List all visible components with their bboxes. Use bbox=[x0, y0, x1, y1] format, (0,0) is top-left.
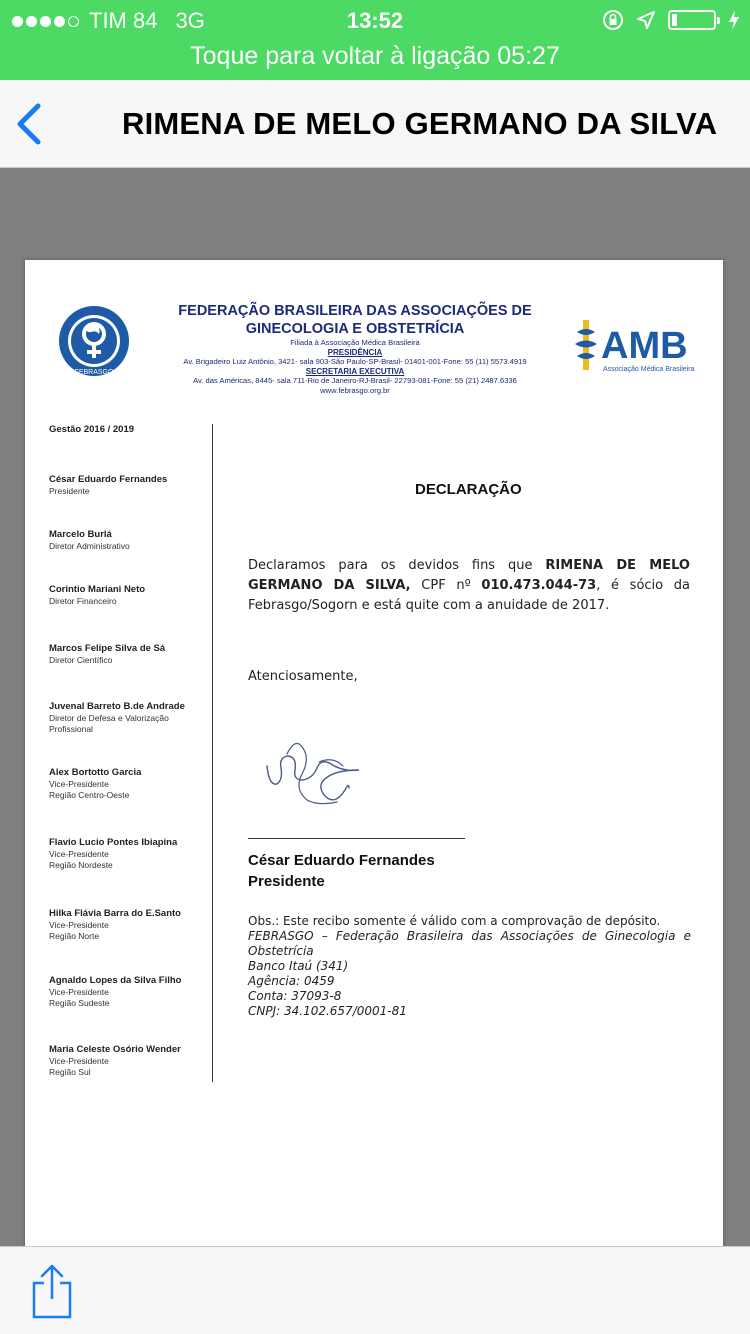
declaration-title: DECLARAÇÃO bbox=[415, 481, 522, 498]
obs-note: Obs.: Este recibo somente é válido com a comprovação de depósito. bbox=[248, 914, 661, 928]
signer-block bbox=[248, 850, 435, 892]
amb-logo-subtitle: Associação Médica Brasileira bbox=[603, 366, 695, 373]
location-icon bbox=[636, 10, 656, 30]
member-name: Juvenal Barreto B.de Andrade bbox=[49, 701, 185, 712]
letterhead-secretaria: SECRETARIA EXECUTIVA bbox=[305, 367, 405, 376]
obs-agency: Agência: 0459 bbox=[248, 974, 335, 988]
febrasgo-logo bbox=[57, 304, 131, 378]
obs-cnpj: CNPJ: 34.102.657/0001-81 bbox=[248, 1004, 407, 1018]
member-role: Vice-Presidente bbox=[49, 920, 109, 930]
charging-icon bbox=[728, 9, 740, 31]
member-name: Agnaldo Lopes da Silva Filho bbox=[49, 975, 182, 986]
battery-icon bbox=[668, 10, 716, 30]
board-member bbox=[49, 908, 209, 941]
letterhead-website: www.febrasgo.org.br bbox=[320, 386, 390, 395]
member-name: Corintio Mariani Neto bbox=[49, 584, 146, 595]
observations bbox=[248, 914, 691, 1019]
member-name: Hilka Flávia Barra do E.Santo bbox=[49, 908, 181, 919]
member-role: Diretor Financeiro bbox=[49, 596, 117, 606]
member-role: Vice-Presidente bbox=[49, 779, 109, 789]
gestao-label: Gestão 2016 / 2019 bbox=[49, 424, 135, 435]
letterhead-presidencia-address: Av. Brigadeiro Luiz Antônio, 3421- sala 903-São Paulo-SP-Brasil- 01401-001-Fone: 55 (11) 5573.4919 bbox=[183, 357, 527, 366]
return-to-call-banner[interactable]: Toque para voltar à ligação 05:27 bbox=[190, 42, 560, 70]
board-member bbox=[49, 529, 209, 552]
member-name: Alex Bortotto Garcia bbox=[49, 767, 142, 778]
document-page[interactable] bbox=[25, 260, 723, 1250]
obs-organization: FEBRASGO – Federação Brasileira das Associações de Ginecologia e Obstetrícia bbox=[248, 929, 691, 958]
member-name: César Eduardo Fernandes bbox=[49, 474, 168, 485]
member-role: Região Norte bbox=[49, 930, 100, 941]
letterhead-presidencia: PRESIDÊNCIA bbox=[327, 348, 383, 357]
board-member bbox=[49, 837, 209, 870]
status-bar bbox=[0, 0, 750, 80]
member-name: Marcelo Burlá bbox=[49, 529, 112, 540]
status-time: 13:52 bbox=[346, 8, 404, 33]
board-member bbox=[49, 701, 209, 734]
declaration-body: Declaramos para os devidos fins que RIMENA DE MELO GERMANO DA SILVA, CPF nº 010.473.044-73, é sócio da Febrasgo/Sogorn e está quite com a anuidade de 2017. bbox=[248, 558, 691, 613]
member-role: Região Centro-Oeste bbox=[49, 789, 130, 800]
handwritten-signature bbox=[257, 726, 387, 816]
share-button[interactable] bbox=[28, 1263, 76, 1321]
back-button[interactable] bbox=[14, 100, 54, 148]
signer-role: Presidente bbox=[248, 873, 325, 890]
member-role: Região Sul bbox=[49, 1066, 91, 1077]
sidebar-divider bbox=[212, 424, 213, 1082]
obs-bank: Banco Itaú (341) bbox=[248, 959, 349, 973]
board-member bbox=[49, 1044, 209, 1077]
document-title: RIMENA DE MELO GERMANO DA SILVA bbox=[122, 106, 718, 141]
board-member bbox=[49, 975, 209, 1008]
member-role: Presidente bbox=[49, 486, 90, 496]
letterhead-title-1: FEDERAÇÃO BRASILEIRA DAS ASSOCIAÇÕES DE bbox=[178, 303, 532, 319]
amb-logo bbox=[571, 316, 701, 376]
letterhead-title-2: GINECOLOGIA E OBSTETRÍCIA bbox=[245, 321, 465, 337]
bottom-toolbar bbox=[0, 1246, 750, 1334]
febrasgo-logo-text: FEBRASGO bbox=[74, 369, 114, 376]
board-member bbox=[49, 767, 209, 800]
chevron-left-icon bbox=[14, 100, 44, 148]
amb-logo-text: AMB bbox=[601, 325, 688, 367]
board-member bbox=[49, 474, 209, 497]
signature-line bbox=[248, 838, 465, 839]
member-role: Vice-Presidente bbox=[49, 849, 109, 859]
share-icon bbox=[28, 1263, 76, 1321]
board-member bbox=[49, 643, 209, 666]
network-label: 3G bbox=[175, 8, 205, 33]
cpf-value: 010.473.044-73 bbox=[481, 578, 597, 593]
board-member bbox=[49, 584, 209, 607]
member-role: Profissional bbox=[49, 723, 93, 734]
letterhead-affiliation: Filiada à Associação Médica Brasileira bbox=[290, 338, 420, 347]
letterhead-secretaria-address: Av. das Américas, 8445- sala 711-Rio de Janeiro-RJ-Brasil- 22793-081-Fone: 55 (21) 2487.6336 bbox=[193, 376, 517, 385]
closing-text: Atenciosamente, bbox=[248, 669, 358, 684]
signer-name: César Eduardo Fernandes bbox=[248, 852, 435, 869]
member-role: Diretor Científico bbox=[49, 655, 113, 665]
member-name: Flavio Lucio Pontes Ibiapina bbox=[49, 837, 178, 848]
member-role: Vice-Presidente bbox=[49, 1056, 109, 1066]
navigation-bar bbox=[0, 80, 750, 168]
member-role: Região Nordeste bbox=[49, 859, 113, 870]
member-name-highlight: RIMENA DE MELO GERMANO DA SILVA, bbox=[248, 558, 690, 593]
obs-account: Conta: 37093-8 bbox=[248, 989, 342, 1003]
member-role: Diretor de Defesa e Valorização bbox=[49, 713, 169, 723]
member-role: Diretor Administrativo bbox=[49, 541, 130, 551]
member-role: Região Sudeste bbox=[49, 997, 110, 1008]
member-name: Maria Celeste Osório Wender bbox=[49, 1044, 181, 1055]
carrier-label: TIM 84 bbox=[89, 8, 158, 33]
letterhead bbox=[145, 302, 565, 396]
orientation-lock-icon bbox=[602, 9, 624, 31]
member-name: Marcos Felipe Silva de Sá bbox=[49, 643, 166, 654]
member-role: Vice-Presidente bbox=[49, 987, 109, 997]
